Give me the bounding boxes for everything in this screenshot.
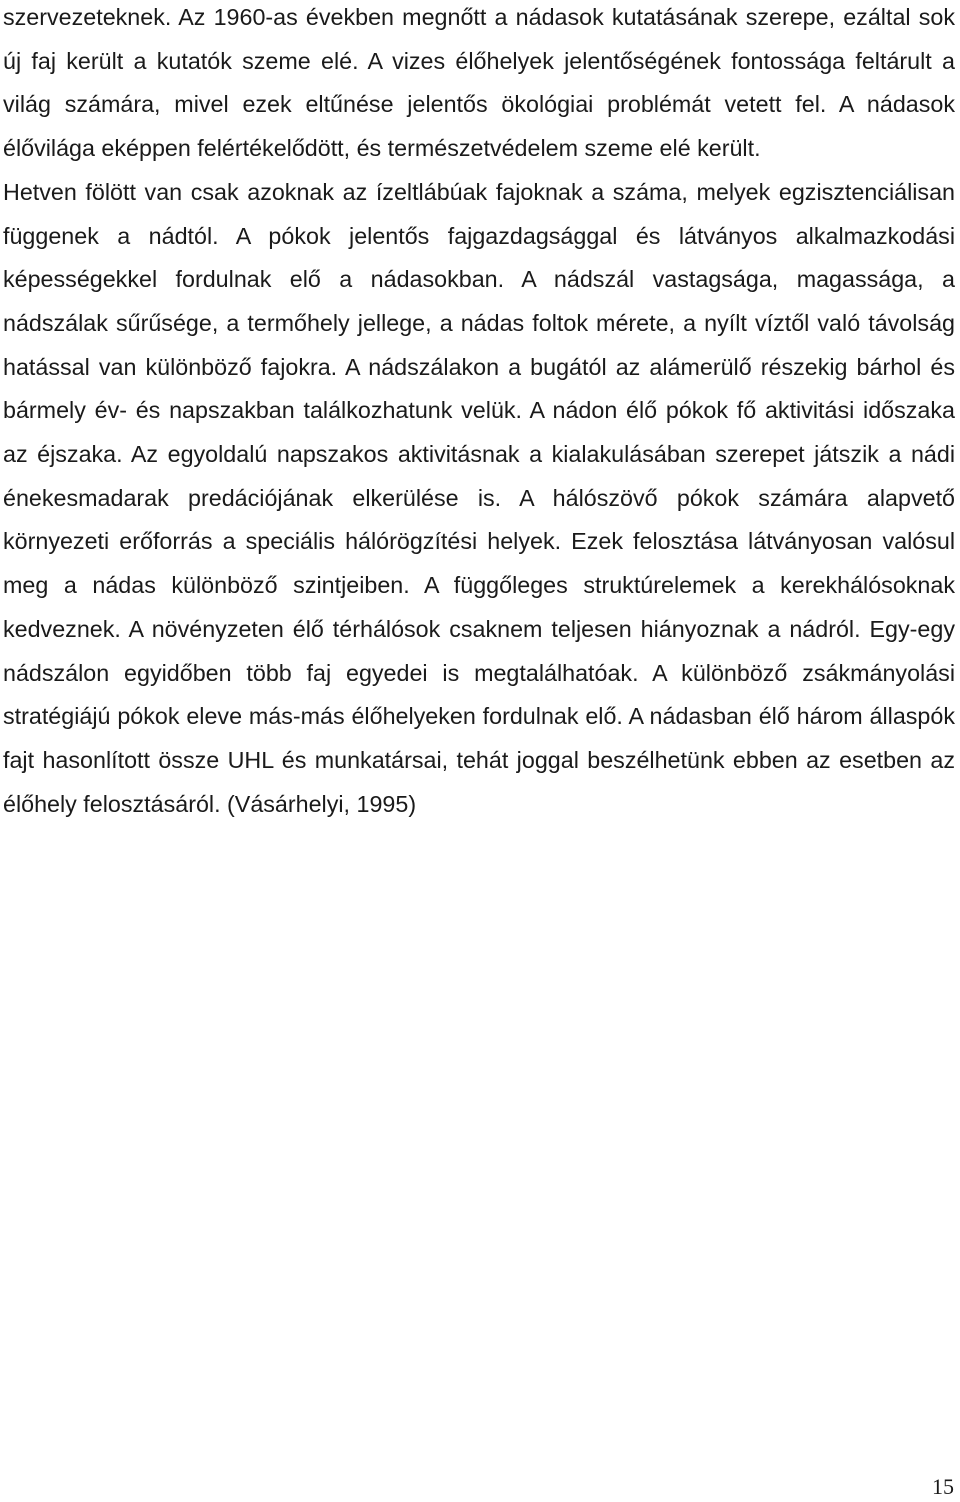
body-text: [3, 0, 955, 826]
paragraph-2: Hetven fölött van csak azoknak az ízeltlábúak fajoknak a száma, melyek egzisztenciálisan függenek a nádtól. A pókok jelentős fajgazdagsággal és látványos alkalmazkodási képességekkel fordulnak elő a nádasokban. A nádszál vastagsága, magassága, a nádszálak sűrűsége, a termőhely jellege, a nádas foltok mérete, a nyílt víztől való távolság hatással van különböző fajokra. A nádszálakon a bugától az alámerülő részekig bárhol és bármely év- és napszakban találkozhatunk velük. A nádon élő pókok fő aktivitási időszaka az éjszaka. Az egyoldalú napszakos aktivitásnak a kialakulásában szerepet játszik a nádi énekesmadarak predációjának elkerülése is. A hálószövő pókok számára alapvető környezeti erőforrás a speciális hálórögzítési helyek. Ezek felosztása látványosan valósul meg a nádas különböző szintjeiben. A függőleges struktúrelemek a kerekhálósoknak kedveznek. A növényzeten élő térhálósok csaknem teljesen hiányoznak a nádról. Egy-egy nádszálon egyidőben több faj egyedei is megtalálhatóak. A különböző zsákmányolási stratégiájú pókok eleve más-más élőhelyeken fordulnak elő. A nádasban élő három állaspók fajt hasonlított össze UHL és munkatársai, tehát joggal beszélhetünk ebben az esetben az élőhely felosztásáról. (Vásárhelyi, 1995): [3, 178, 955, 817]
page-number: 15: [932, 1474, 954, 1499]
paragraph-1: szervezeteknek. Az 1960-as években megnőtt a nádasok kutatásának szerepe, ezáltal sok új faj került a kutatók szeme elé. A vizes élőhelyek jelentőségének fontossága feltárult a világ számára, mivel ezek eltűnése jelentős ökológiai problémát vetett fel. A nádasok élővilága eképpen felértékelődött, és természetvédelem szeme elé került.: [3, 4, 955, 162]
